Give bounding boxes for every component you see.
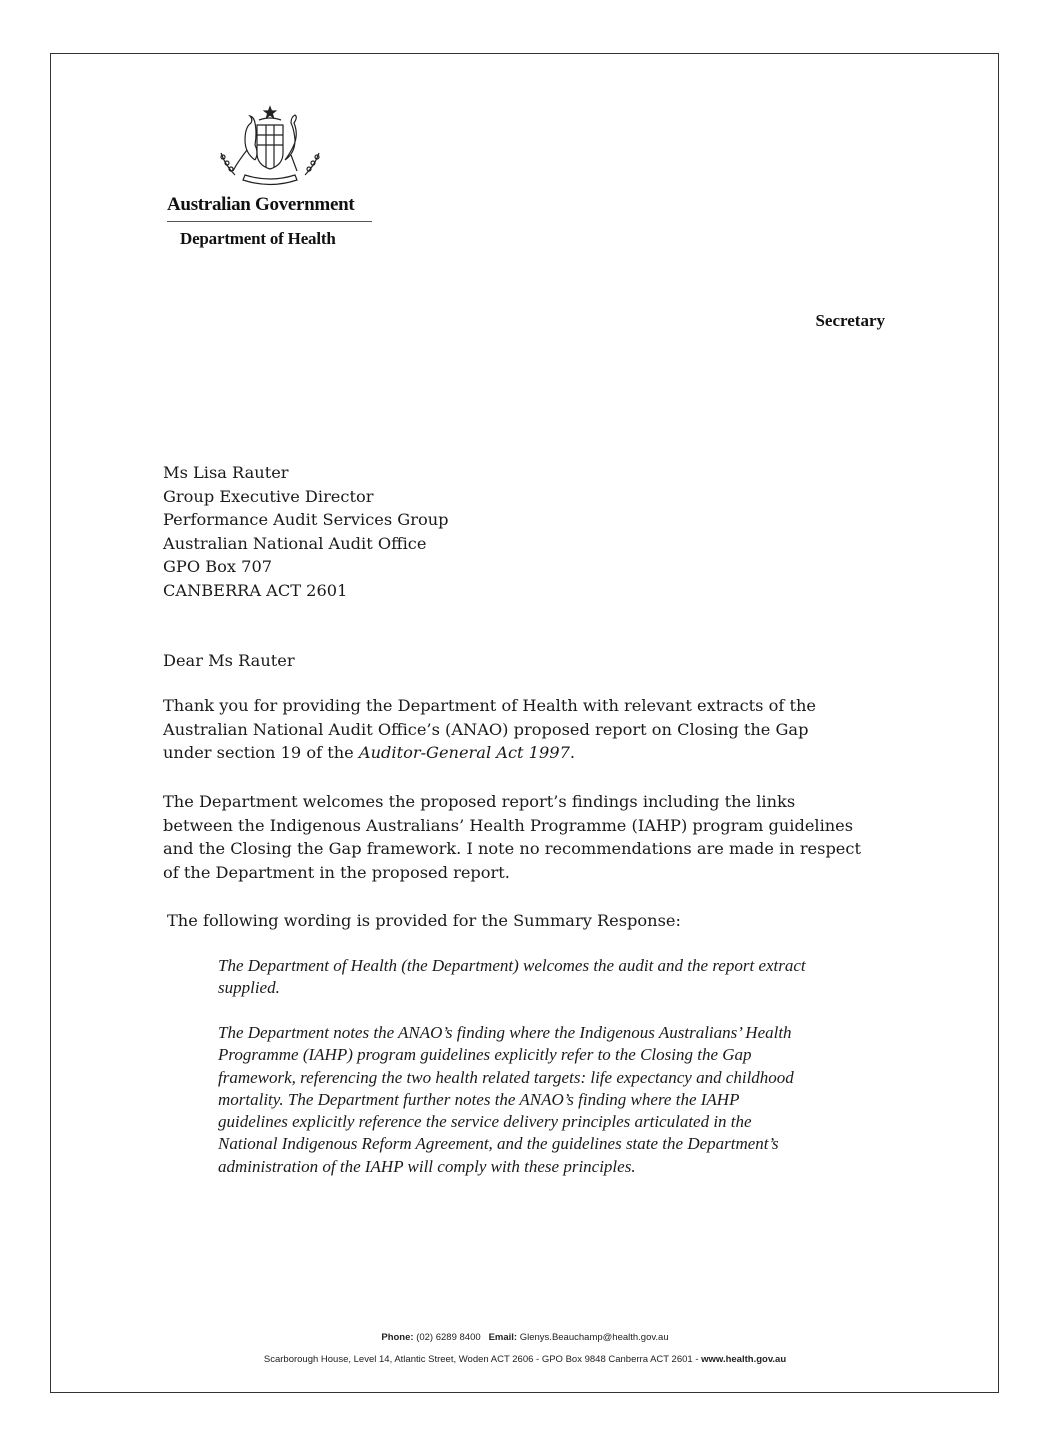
sender-office: Secretary <box>815 311 885 330</box>
quote-line: administration of the IAHP will comply with these principles. <box>218 1156 636 1176</box>
address-line: GPO Box 707 <box>163 557 273 576</box>
paragraph-line: The Department welcomes the proposed report’s findings including the links <box>163 792 796 811</box>
recipient-address <box>163 461 449 602</box>
address-line: Group Executive Director <box>163 486 374 506</box>
paragraph-text: . <box>569 743 576 762</box>
paragraph-line: between the Indigenous Australians’ Health Programme (IAHP) program guidelines <box>163 815 854 835</box>
quote-line: Programme (IAHP) program guidelines explicitly refer to the Closing the Gap <box>218 1045 752 1065</box>
paragraph-text: under section 19 of the <box>163 743 359 762</box>
paragraph-line: and the Closing the Gap framework. I note no recommendations are made in respect <box>163 839 861 858</box>
email-address: Glenys.Beauchamp@health.gov.au <box>519 1332 669 1343</box>
phone-number: (02) 6289 8400 <box>416 1332 481 1343</box>
paragraph-line: Australian National Audit Office’s (ANAO) proposed report on Closing the Gap <box>163 719 809 739</box>
postal-address: Scarborough House, Level 14, Atlantic Street, Woden ACT 2606 - GPO Box 9848 Canberra ACT 2601 - <box>263 1354 702 1365</box>
quote-line: The Department notes the ANAO’s finding where the Indigenous Australians’ Health <box>218 1023 792 1042</box>
address-line: Australian National Audit Office <box>163 533 427 553</box>
website-link: www.health.gov.au <box>701 1354 787 1365</box>
quote-line: mortality. The Department further notes the ANAO’s finding where the IAHP <box>218 1089 740 1109</box>
department-title: Department of Health <box>180 229 336 248</box>
act-title: Auditor-General Act 1997 <box>358 743 570 762</box>
paragraph-summary-intro: The following wording is provided for the Summary Response: <box>167 911 681 930</box>
paragraph-line: of the Department in the proposed report. <box>163 862 510 882</box>
quote-line: The Department of Health (the Department) welcomes the audit and the report extract <box>218 956 806 975</box>
government-title: Australian Government <box>167 194 355 215</box>
quote-line: guidelines explicitly reference the service delivery principles articulated in the <box>218 1112 752 1132</box>
coat-of-arms-icon <box>215 105 325 190</box>
address-line: Performance Audit Services Group <box>163 510 449 529</box>
paragraph-findings <box>163 790 883 884</box>
quote-line: supplied. <box>218 978 280 998</box>
salutation: Dear Ms Rauter <box>163 651 295 670</box>
phone-label: Phone: <box>381 1332 414 1343</box>
email-label: Email: <box>488 1332 518 1343</box>
paragraph-line <box>163 741 883 765</box>
quote-line: framework, referencing the two health related targets: life expectancy and childhood <box>218 1067 794 1087</box>
letterhead-divider <box>167 221 372 222</box>
paragraph-line: Thank you for providing the Department of Health with relevant extracts of the <box>163 696 817 715</box>
footer-contact <box>0 1332 1050 1343</box>
summary-quote-1 <box>218 955 888 1000</box>
address-line: Ms Lisa Rauter <box>163 463 289 482</box>
quote-line: National Indigenous Reform Agreement, and the guidelines state the Department’s <box>218 1134 779 1154</box>
address-line: CANBERRA ACT 2601 <box>163 580 348 600</box>
paragraph-intro <box>163 694 883 765</box>
summary-quote-2 <box>218 1022 888 1178</box>
footer-address <box>0 1354 1050 1365</box>
